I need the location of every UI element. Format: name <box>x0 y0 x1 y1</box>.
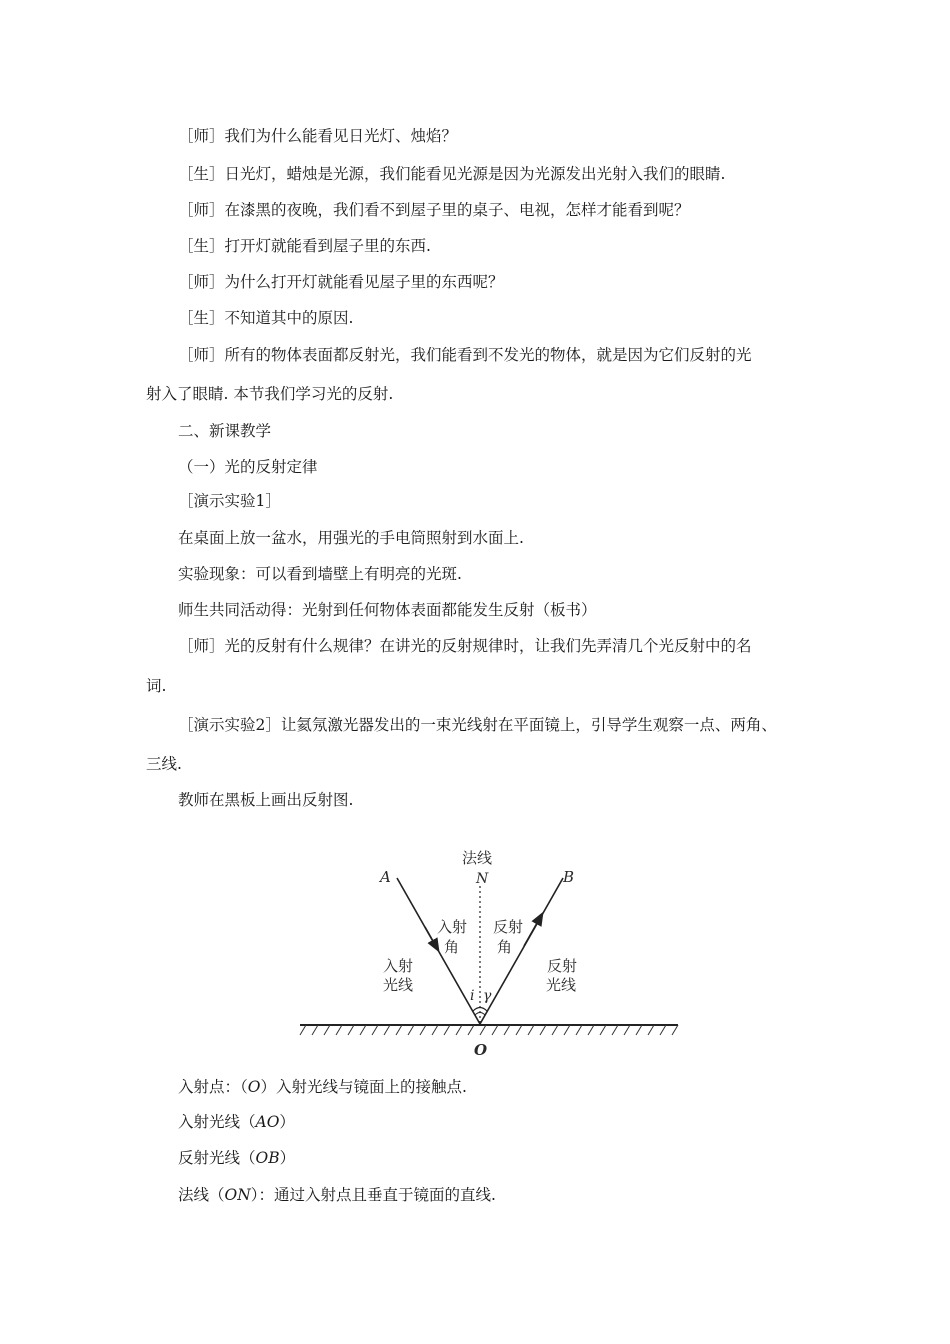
body-text: ［演示实验2］让氦氖激光器发出的一束光线射在平面镜上，引导学生观察一点、两角、 <box>178 716 777 734</box>
dialogue-line: ［生］不知道其中的原因. <box>178 309 354 327</box>
dialogue-line: ［师］光的反射有什么规律？在讲光的反射规律时，让我们先弄清几个光反射中的名 <box>178 637 752 655</box>
experiment-title: ［演示实验1］ <box>178 492 281 510</box>
dialogue-line: ［生］打开灯就能看到屋子里的东西. <box>178 237 431 255</box>
incident-arrow <box>425 927 436 946</box>
angle-r-label: γ <box>483 988 492 1004</box>
normal-label: 法线 <box>462 849 493 867</box>
body-text: 实验现象：可以看到墙壁上有明亮的光斑. <box>178 565 462 583</box>
body-text: 师生共同活动得：光射到任何物体表面都能发生反射（板书） <box>178 601 597 619</box>
point-a-label: A <box>380 868 391 886</box>
reflect-ray-label: 光线 <box>546 976 577 994</box>
reflect-ray-label: 反射 <box>547 957 578 975</box>
angle-arc-inner <box>475 1013 485 1016</box>
dialogue-line: ［师］为什么打开灯就能看见屋子里的东西呢？ <box>178 273 504 291</box>
dialogue-line-continued: 词. <box>146 677 167 695</box>
body-text: 教师在黑板上画出反射图. <box>178 791 354 809</box>
reflection-diagram <box>290 838 690 1068</box>
incident-angle-label: 角 <box>444 938 460 956</box>
dialogue-line: ［师］所有的物体表面都反射光，我们能看到不发光的物体，就是因为它们反射的光 <box>178 346 752 364</box>
reflect-angle-label: 角 <box>497 938 513 956</box>
dialogue-line-continued: 射入了眼睛. 本节我们学习光的反射. <box>146 385 394 403</box>
point-b-label: B <box>563 868 575 886</box>
reflect-angle-label: 反射 <box>493 918 524 936</box>
section-heading: 二、新课教学 <box>178 422 272 440</box>
definition-incident-ray: 入射光线（AO） <box>178 1113 295 1131</box>
dialogue-line: ［师］在漆黑的夜晚，我们看不到屋子里的桌子、电视，怎样才能看到呢？ <box>178 201 690 219</box>
angle-arc <box>473 1008 487 1012</box>
angle-i-label: i <box>470 988 475 1004</box>
definition-incident-point: 入射点：（O）入射光线与镜面上的接触点. <box>178 1078 467 1096</box>
incident-ray <box>397 878 480 1024</box>
dialogue-line: ［生］日光灯，蜡烛是光源，我们能看见光源是因为光源发出光射入我们的眼睛. <box>178 165 726 183</box>
definition-reflected-ray: 反射光线（OB） <box>178 1149 296 1167</box>
incident-ray-label: 光线 <box>383 976 414 994</box>
body-text-continued: 三线. <box>146 755 182 773</box>
incident-angle-label: 入射 <box>437 918 468 936</box>
body-text: 在桌面上放一盆水，用强光的手电筒照射到水面上. <box>178 529 524 547</box>
mirror-hatching <box>300 1025 678 1035</box>
point-n-label: N <box>476 871 489 887</box>
definition-normal: 法线（ON）：通过入射点且垂直于镜面的直线. <box>178 1186 496 1204</box>
point-o-label: O <box>474 1041 488 1059</box>
reflected-ray <box>480 878 563 1024</box>
reflected-arrow <box>524 918 540 946</box>
subsection-heading: （一）光的反射定律 <box>178 458 318 476</box>
dialogue-line: ［师］我们为什么能看见日光灯、烛焰？ <box>178 127 458 145</box>
incident-ray-label: 入射 <box>383 957 414 975</box>
